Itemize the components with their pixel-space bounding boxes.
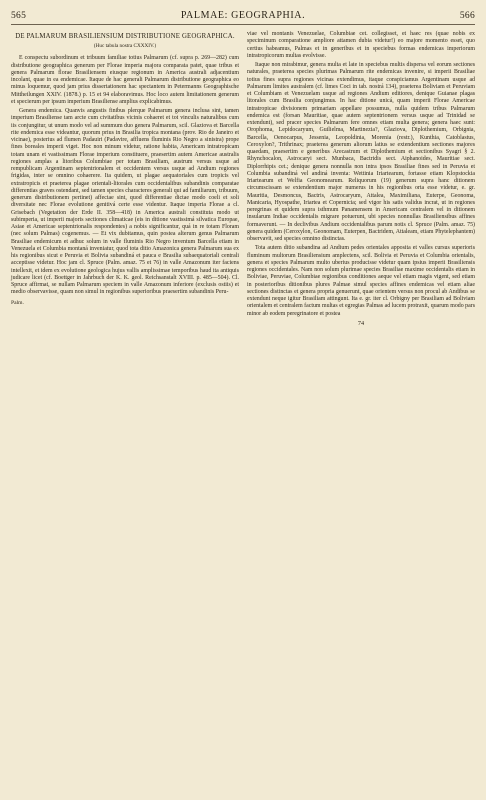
paragraph: Itaque non mirabimur, genera multa et late in speciebus multis dispersa vel eorum sectiones naturales, praeterea species plurimas Palmarum rite endemicas invenire, si imperii Brasiliae totius fines supra regiones vicinas extendimus, itaque conspiciamus Argentinam usque ad Palmarum limites australem (cf. limes Coci in tab. nostrá 134), praeterea Boliviam et Peruviam et Columbiam et Venezuelam usque ad regiones Andium editiores, denique Guianae plagas litorales cum Brasilia conjungimus. In hac ditione unicá, quam imperii Florae Americae intratropicae divisionem primariam appellare possumus, nulla quidem tribus Palmarum endemica est (forsan Mauritiae, quae autem septentrionem versus usque ad Trinidad se extendunt), sed pracer species Palmarum fere omnes etiam multa genera; genera haec sunt: Orophoma, Lepidocaryum, Guilielma, Martinezia?, Glaziova, Diplothemium, Orbignia, Barcella, Oenocarpus, Jessenia, Leopoldinia, Morenia (restr.), Kunthia, Catoblastus, Ceroxylon?, Trithrinax; praeterea generum aliorum latius se extendentium sectiones majores quaedam, praesertim e generibus Arecastrum et Diplothemium et sectionibus Syagri § 2. Rhynchocalon, Astrocaryi sect. Munbaca, Bactridis sect. Aiphanoides, Mauritiae sect. Diplorrhipis cet.; denique genera nonnulla non intra ipsos Brasiliae fines sed in Peruvia et Columbia subandiná vel andiná inventa: Wettinia Iriartearum, fortasse etiam Klopstockia Iriartearum et Welfia Geonomearum. Reliquorum (19) generum supra hanc ditionem circumscissam se extendentium major numerus in his regionibus orta esse videtur, e. gr. Mauritia, Desmoncus, Bactris, Astrocaryum, Attalea, Maximiliana, Euterpe, Geonoma, Manicaria, Hyospathe, Iriartea et Copernicia; sed vigor his satis validus incrat, ut in regiones peregrinas et quidem supra isthmum Panamensem in Americam centralem vel in ditionem insularum Indiae occidentalis migrare potuerunt, ubi species nonnullas Brasiliensibus affines formaverunt. — In declivibus Andium occidentalibus parum notis cl. Spruce (Palm. amaz. 75) genera quidem (Ceroxylon, Geonomam, Euterpen, Bactridem, Attaleam, etiam Phytelephantem) observavit, sed species omnino distinctas. [247,62,475,242]
left-page-number: 565 [11,11,27,21]
two-column-body [11,31,475,327]
running-head [11,10,475,25]
right-page-number: 566 [459,11,475,21]
section-heading: DE PALMARUM BRASILIENSIUM DISTRIBUTIONE GEOGRAPHICA. [15,33,235,40]
paragraph: E conspectu subordinum et tribuum familiae totius Palmarum (cf. supra p. 269—282) cum distributione geographica generum per Florae imperia majora comparata patet, quae tribus et genera Palmarum florae Brasiliensem eiusque regionum in America australi adjacentium incolant, quae in ea endemicae. Itaque de hac generali Palmarum distributione geographica eo minus loquemur, quod jam prius dissertationem hac spectantem in Petermanns Geographische Mittheilungen XXIV. (1878.) p. 15 et 94 elaboravimus. Hoc loco autem limitationem generum et specierum per ipsum imperium Brasiliense amplius explicabimus. [11,55,239,105]
footer-signature: Palm. [11,299,24,306]
column-footer [11,300,239,307]
left-column [11,31,239,327]
paragraph: Tota autem ditio subandina ad Andium pedes orientales apposita et valles cursus superioris fluminum multorum Brasiliensium amplectens, scil. Bolivia et Peruvia et Columbia orientalis, genera et species Palmarum multo uberius producisse videtur quam ipsius imperii Brasiliensis regiones occidentales. Nam non solum plurimae species Brasiliae maxime occidentalis etiam in Boliviae, Peruviae, Columbiae regionibus conditiones aeque vel etiam magis vigent, sed etiam in posterioribus ditionibus plures Palmae simul species affines endemicas vel etiam aliae sectiones distinctas et genera propria genuerunt, quae orientem versus non procul ab Andibus se extendunt neque igitur Brasiliam attingunt. Ita e. gr. iter cl. Orbigny per Brasiliam ad Boliviam orientalem et centralem factum multas et egregias Palmas ad lucem protraxit, quarum modo pars minor ab eodem peregrinatore et postea [247,245,475,317]
paragraph: viae vel montanis Venezuelae, Columbiae cet. collegisset, et haec res (quae nobis ex speciminum comparatione ampliore attamen dubia videtur!) eo majore momento esset, quo certius habeamus, Palmas et in generibus et in speciebus formas endemicas imperiorum intratropicorum multas evolvisse. [247,31,475,59]
right-column [247,31,475,327]
signature-number: 74 [357,319,365,327]
paragraph: Genera endemica. Quanvis angustis finibus plerque Palmarum genera inclusa sint, tamen imperium Brasiliense tam arcte cum civitatibus vicinis cohaeret et tot vinculis naturalibus cum iis conjungitur, ut unum modo vel ad summum duo genera Palmarum, scil. Glaziova et Barcella rite endemica esse videantur, quorum prius in Brasilia tropica montana (prov. Rio de Janeiro et vicinae), posterius ad flumen Padauiri (Padavire, affluens fluminis Rio Negro a sinistra) prope fines boreales imperii viget. Hoc non minum videtur, ratione habita, Americam intratropicam totam unam et vastissimam Florae imperium constituere, praesertim autem Americae australis regiones amplas a litoribus Columbiae per totam Brasiliam, austrum versus usque ad rempublicam Argentinam septentrionalem et occidentem versus usque ad Andium regiones frigidas, inter se omnino cohaerere. Ita quidem, ut plagae aequatoriales cum tropicis vel extratropicis et praeterea plagae orientali-litorales cum occidentalibus subandinis comparatae differentias graves ostendant, sed tamen species characteres generali qui ad familiarum, tribuum, generum distributionem pertinet) affectae sint, quod differentiae dictae modo coeli et soli diversitate nec Florae evolutione genitivá certe esse videntur. Itaque imperia Florae a cl. Grisebach (Vegetation der Erde II. 358—418) in America australi constituta modo ut subimperia, ut imperii majoris sectiones climaticae (eis in ditione vastissimá silvatica Europae, Asiae et Americae septentrionalis respondentes) a nobis significantur, quá in re totam Floram (nec solum Palmas) cogenemus. — Et vix dubitamus, quin postea alterum genus Palmarum Brasiliae endemicum et adhuc solum in valle fluminis Rio Negro inventum Barcella etiam in Venezuela et Columbia montaná inveniatur, quod tota ditio Amazonica genera Palmarum sua ex his regionibus sicut e Peruvia et Bolivia subandiná et pauca e Brasilia subaequatoriali centrali acceptisse videtur. Hoc jam cl. Spruce (Palm. amaz. 75 et 76) in valle Amazonum iter faciens intellexit, et idem ex evolutione geologica hujus vallis amplissimae temporibus haud ita antiquis judicare licet (cf. Boettger in Jahrbuch der K. K. geol. Reichsanstalt XVIII. p. 485—504). Cl. Spruce affirmat, se nullam Palmarum speciem in valle Amazonum inferiore (exclusis ostiis) et medio observavisse, quam non simul in regionibus superioribus praesertim subandinis Peru- [11,108,239,296]
running-title: PALMAE: GEOGRAPHIA. [180,10,306,21]
section-subheading: (Huc tabula nostra CXXXIV.) [93,43,157,49]
